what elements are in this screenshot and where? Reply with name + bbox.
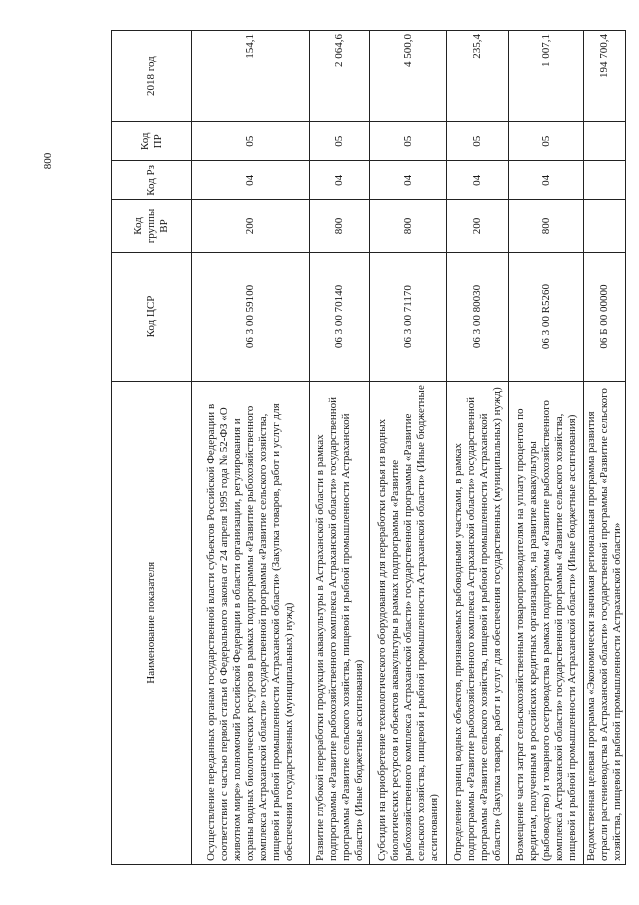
row-rz: 04 [447,161,509,200]
row-name: Определение границ водных объектов, признаваемых рыбоводными участками, в рамках подпрограммы «Развитие рыбохозяйственного комплекса Астраханской области» государственной программы «Развитие сельского хозяйства, пищевой и рыбной промышленности Астраханской области» (Закупка товаров, работ и услуг для обеспечения государственных (муниципальных) нужд) [447,381,509,864]
row-name: Осуществление переданных органам государственной власти субъектов Российской Федерации в соответствии с частью первой статьи 6 Федерального закона от 24 апреля 1995 года № 52-ФЗ «О животном мире» полномочий Российской Федерации в области организации, регулирования и охраны водных биологических ресурсов в рамках подпрограммы «Развитие рыбохозяйственного комплекса Астраханской области» государственной программы «Развитие сельского хозяйства, пищевой и рыбной промышленности Астраханской области» (Закупка товаров, работ и услуг для обеспечения государственных (муниципальных) нужд) [192,381,310,864]
row-amount: 154,1 [192,31,310,122]
row-pr: 05 [447,122,509,161]
page-number: 800 [42,152,54,170]
row-csr: 06 3 00 80030 [447,252,509,381]
row-name: Возмещение части затрат сельскохозяйственным товаропроизводителям на уплату процентов по кредитам, полученным в российских кредитных организациях, на развитие аквакультуры (рыбоводство) и товарного осетроводства в рамках подпрограммы «Развитие рыбохозяйственного комплекса Астраханской области» государственной программы «Развитие сельского хозяйства, пищевой и рыбной промышленности Астраханской области» (Иные бюджетные ассигнования) [509,381,584,864]
row-amount: 4 500,0 [370,31,447,122]
row-amount: 194 700,4 [584,31,626,122]
header-name: Наименование показателя [112,381,192,864]
budget-table [111,30,626,865]
row-rz: 04 [310,161,370,200]
row-pr: 05 [509,122,584,161]
table-row [509,31,584,865]
row-pr [584,122,626,161]
row-amount: 235,4 [447,31,509,122]
row-vr: 200 [447,200,509,252]
header-pr: Код ПР [112,122,192,161]
row-vr: 200 [192,200,310,252]
row-vr [584,200,626,252]
row-rz [584,161,626,200]
row-name: Ведомственная целевая программа «Экономически значимая региональная программа развития отрасли растениеводства в Астраханской области» государственной программы «Развитие сельского хозяйства, пищевой и рыбной промышленности Астраханской области» [584,381,626,864]
row-pr: 05 [370,122,447,161]
table-row [447,31,509,865]
header-csr: Код ЦСР [112,252,192,381]
table-header-row [112,31,192,865]
row-csr: 06 3 00 71170 [370,252,447,381]
table-row [584,31,626,865]
row-csr: 06 3 00 R5260 [509,252,584,381]
table-row [310,31,370,865]
row-csr: 06 3 00 59100 [192,252,310,381]
row-name: Субсидии на приобретение технологического оборудования для переработки сырья из водных биологических ресурсов и объектов аквакультуры в рамках подпрограммы «Развитие рыбохозяйственного комплекса Астраханской области» государственной программы «Развитие сельского хозяйства, пищевой и рыбной промышленности Астраханской области» (Иные бюджетные ассигнования) [370,381,447,864]
row-pr: 05 [192,122,310,161]
row-csr: 06 Б 00 00000 [584,252,626,381]
table-row [192,31,310,865]
header-rz: Код Рз [112,161,192,200]
table-row [370,31,447,865]
header-year: 2018 год [112,31,192,122]
row-rz: 04 [509,161,584,200]
row-pr: 05 [310,122,370,161]
row-rz: 04 [192,161,310,200]
row-vr: 800 [310,200,370,252]
row-amount: 2 064,6 [310,31,370,122]
row-name: Развитие глубокой переработки продукции аквакультуры в Астраханской области в рамках подпрограммы «Развитие рыбохозяйственного комплекса Астраханской области» государственной программы «Развитие сельского хозяйства, пищевой и рыбной промышленности Астраханской области» (Иные бюджетные ассигнования) [310,381,370,864]
header-vr: Код группы ВР [112,200,192,252]
row-csr: 06 3 00 70140 [310,252,370,381]
row-vr: 800 [509,200,584,252]
row-vr: 800 [370,200,447,252]
row-amount: 1 007,1 [509,31,584,122]
row-rz: 04 [370,161,447,200]
rotated-table-wrapper [111,30,623,865]
